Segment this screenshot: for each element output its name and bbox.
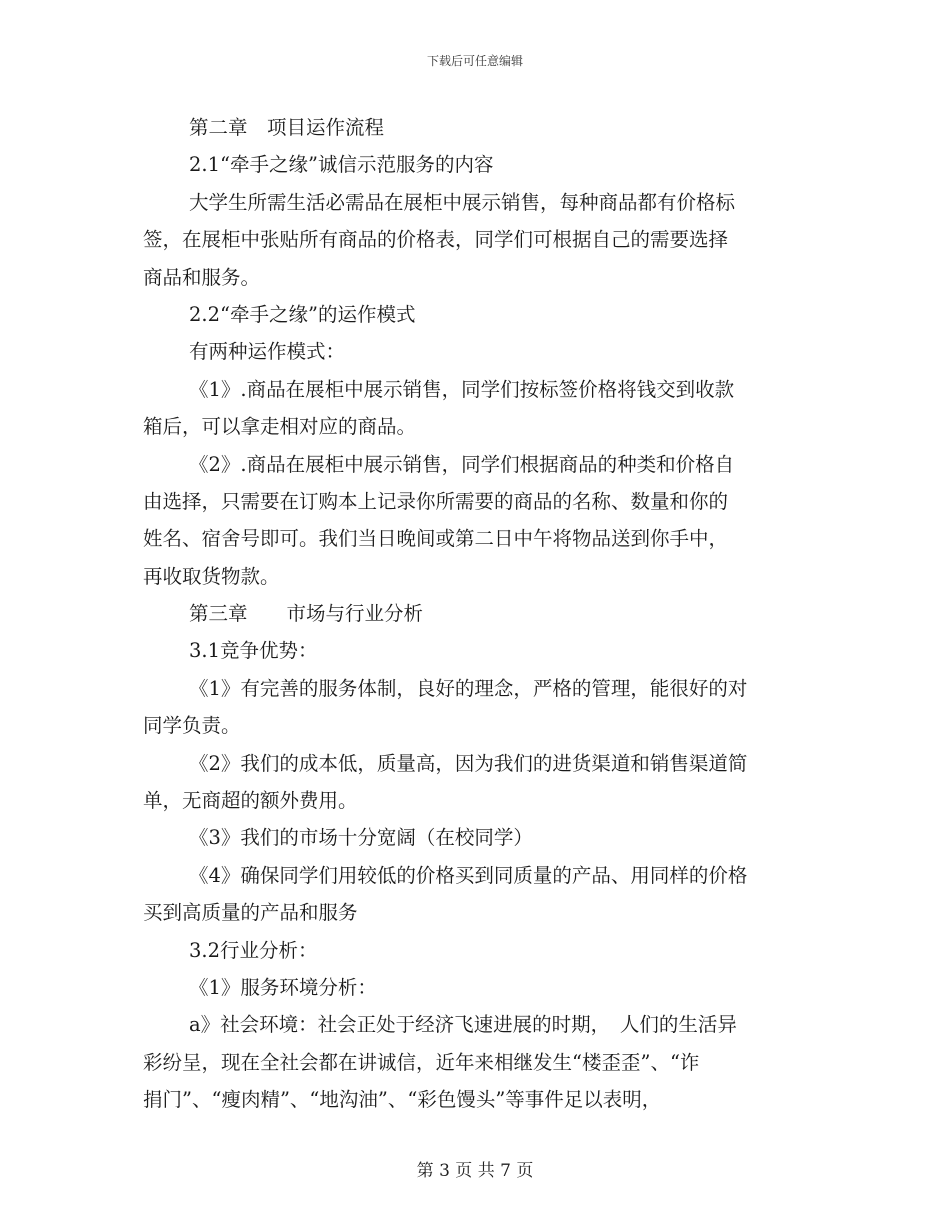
text-line: 姓名、宿舍号即可。我们当日晚间或第二日中午将物品送到你手中， — [143, 527, 729, 551]
text-line: 单，无商超的额外费用。 — [143, 789, 358, 813]
text-line: 买到高质量的产品和服务 — [143, 901, 358, 925]
document-body — [143, 109, 811, 1119]
text-line: 《2》我们的成本低，质量高，因为我们的进货渠道和销售渠道简 — [189, 751, 748, 775]
page-header: 下载后可任意编辑 — [426, 54, 523, 68]
text-line: a》社会环境：社会正处于经济飞速进展的时期， 人们的生活异 — [189, 1013, 737, 1037]
text-line: 《3》我们的市场十分宽阔（在校同学） — [189, 826, 533, 850]
text-line: 《1》有完善的服务体制，良好的理念，严格的管理，能很好的对 — [189, 676, 748, 700]
text-line: 第三章 市场与行业分析 — [189, 602, 424, 626]
text-line: 2.2“牵手之缘”的运作模式 — [189, 302, 416, 326]
text-line: 彩纷呈，现在全社会都在讲诚信，近年来相继发生“楼歪歪”、“诈 — [143, 1050, 700, 1074]
text-line: 2.1“牵手之缘”诚信示范服务的内容 — [189, 153, 494, 177]
text-line: 3.2行业分析： — [189, 938, 318, 962]
text-line: 捐门”、“瘦肉精”、“地沟油”、“彩色馒头”等事件足以表明， — [143, 1088, 662, 1112]
text-line: 《1》服务环境分析： — [189, 975, 377, 999]
text-line: 第二章 项目运作流程 — [189, 116, 385, 139]
text-line: 《1》.商品在展柜中展示销售，同学们按标签价格将钱交到收款 — [189, 377, 735, 401]
text-line: 有两种运作模式： — [189, 340, 346, 364]
page-footer: 第 3 页 共 7 页 — [416, 1161, 534, 1181]
text-line: 同学负责。 — [143, 714, 241, 738]
text-line: 再收取货物款。 — [143, 564, 280, 588]
text-line: 商品和服务。 — [143, 265, 261, 289]
text-line: 3.1竞争优势： — [189, 639, 318, 663]
text-line: 《4》确保同学们用较低的价格买到同质量的产品、用同样的价格 — [189, 863, 748, 887]
text-line: 《2》.商品在展柜中展示销售，同学们根据商品的种类和价格自 — [189, 452, 735, 476]
text-line: 大学生所需生活必需品在展柜中展示销售，每种商品都有价格标 — [189, 190, 736, 214]
text-line: 由选择，只需要在订购本上记录你所需要的商品的名称、数量和你的 — [143, 489, 729, 513]
text-line: 箱后，可以拿走相对应的商品。 — [143, 415, 417, 439]
text-line: 签，在展柜中张贴所有商品的价格表，同学们可根据自己的需要选择 — [143, 228, 729, 252]
